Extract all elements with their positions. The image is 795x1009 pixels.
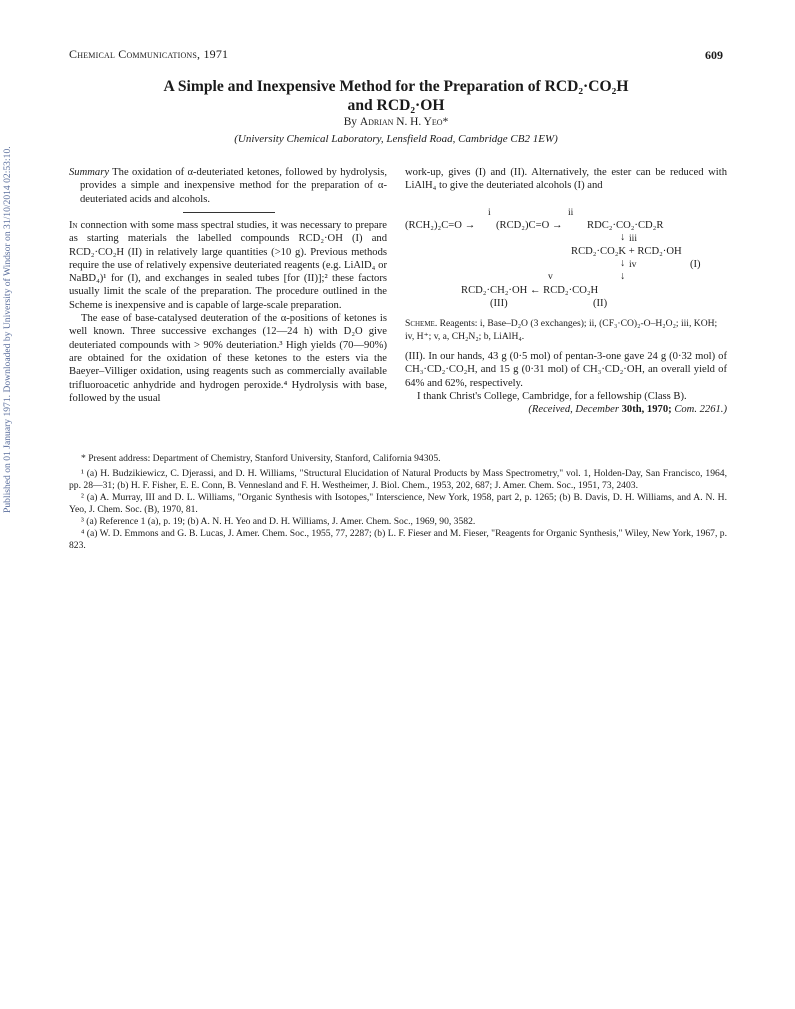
intro-lead-word: In (69, 220, 78, 231)
scheme-arrow-iii: ↓ (620, 232, 626, 243)
right-column-bottom-text (405, 350, 727, 416)
communication-number: Com. 2261.) (674, 404, 727, 416)
scheme-ester: RDC₂·CO₂·CD₂R (587, 220, 664, 231)
scheme-caption (405, 318, 727, 343)
author-name: Adrian N. H. Yeo* (359, 116, 449, 128)
scheme-label-II: (II) (593, 298, 608, 309)
scheme-final-products: RCD₂·CH₂·OH ← RCD₂·CO₂H (461, 285, 599, 296)
intro-paragraph-1 (69, 219, 387, 312)
scheme-reactant: (RCH₂)₂C=O → (405, 220, 476, 231)
summary-block (69, 166, 387, 206)
scheme-arrow-v: ↓ (620, 271, 626, 282)
scheme-intermediate: (RCD₂)C=O → (496, 220, 563, 231)
intro-paragraph-2: The ease of base-catalysed deuteration of the α-positions of ketones is well known. Three successive exchanges (12—24 h) with D₂O give deuteriated compounds with > 90% deuteriation.³ High yields (70—90%) are obtained for the oxidation of these ketones to the esters via the Baeyer–Villiger oxidation, using reagents such as commercially available trifluoroacetic anhydride and hydrogen peroxide.⁴ Hydrolysis with base, followed by the usual (69, 313, 387, 404)
title-line-1: A Simple and Inexpensive Method for the Preparation of RCD₂·CO₂H (163, 78, 629, 95)
received-date: 30th, 1970; (621, 404, 672, 416)
title-line-2: and RCD₂·OH (347, 97, 445, 114)
byline (69, 116, 723, 128)
footnote-present-address: * Present address: Department of Chemistry, Stanford University, Stanford, California 94305. (81, 453, 441, 464)
received-prefix: (Received, December (528, 404, 619, 416)
running-header-journal: Chemical Communications, 1971 (69, 47, 229, 61)
intro-text (69, 219, 387, 405)
reference-1: ¹ (a) H. Budzikiewicz, C. Djerassi, and D. H. Williams, "Structural Elucidation of Natural Products by Mass Spectrometry," vol. 1, Holden-Day, San Francisco, 1964, pp. 28—31; (b) H. F. Fisher, E. E. Conn, B. Vennesland and F. H. Westheimer, J. Biol. Chem., 1953, 202, 687; J. Amer. Chem. Soc., 1951, 73, 2403. (69, 468, 727, 491)
summary-label: Summary (69, 167, 110, 178)
scheme-step-i: i (488, 207, 491, 218)
footnotes (69, 453, 727, 552)
results-paragraph: (III). In our hands, 43 g (0·5 mol) of pentan-3-one gave 24 g (0·32 mol) of CH₃·CD₂·CO₂H, and 15 g (0·31 mol) of CH₃·CD₂·OH, an overall yield of 64% and 62%, respectively. (405, 351, 727, 389)
scheme-arrow-iv: ↓ (620, 258, 626, 269)
scheme-step-iv: iv (629, 259, 637, 270)
reference-2: ² (a) A. Murray, III and D. L. Williams, "Organic Synthesis with Isotopes," Interscience, New York, 1958, part 2, p. 1265; (b) B. Davis, D. H. Williams, and A. N. H. Yeo, J. Chem. Soc. (B), 1970, 81. (69, 492, 727, 515)
scheme-caption-label: Scheme. (405, 318, 438, 329)
reference-4: ⁴ (a) W. D. Emmons and G. B. Lucas, J. Amer. Chem. Soc., 1955, 77, 2287; (b) L. F. Fieser and M. Fieser, "Reagents for Organic Synthesis," Wiley, New York, 1967, p. 823. (69, 528, 727, 551)
summary-text: The oxidation of α-deuteriated ketones, followed by hydrolysis, provides a simple and inexpensive method for the preparation of α-deuteriated acids and alcohols. (80, 167, 387, 205)
reference-3: ³ (a) Reference 1 (a), p. 19; (b) A. N. H. Yeo and D. H. Williams, J. Amer. Chem. Soc., 1969, 90, 3582. (81, 516, 476, 527)
byline-prefix: By (343, 116, 357, 128)
scheme-caption-text: Reagents: i, Base–D₂O (3 exchanges); ii, (CF₃·CO)₂-O–H₂O₂; iii, KOH; iv, H⁺; v, a, CH₂N₂; b, LiAlH₄. (405, 318, 718, 342)
right-column-top-text: work-up, gives (I) and (II). Alternatively, the ester can be reduced with LiAlH₄ to give the deuteriated alcohols (I) and (405, 167, 727, 192)
section-divider (183, 212, 275, 213)
received-date-line (405, 403, 727, 416)
scheme-step-ii: ii (568, 207, 574, 218)
download-watermark: Published on 01 January 1971. Downloaded by University of Windsor on 31/10/2014 02:53:10. (2, 146, 13, 514)
acknowledgement: I thank Christ's College, Cambridge, for a fellowship (Class B). (417, 390, 687, 402)
scheme-step-iii: iii (629, 233, 637, 244)
affiliation: (University Chemical Laboratory, Lensfield Road, Cambridge CB2 1EW) (234, 133, 558, 145)
scheme-label-I: (I) (690, 259, 701, 270)
intro-p1-text: connection with some mass spectral studies, it was necessary to prepare as starting materials the labelled compounds RCD₂·OH (I) and RCD₂·CO₂H (II) in relatively large quantities (>10 g). Previous methods require the use of relatively expensive deuteriated reagents (e.g. LiAlD₄ or NaBD₄)¹ for (I), and exchanges in sealed tubes [for (II)];² these factors usually limit the scale of the preparation. The procedure outlined in the Scheme is inexpensive and is capable of large-scale preparation. (69, 220, 387, 311)
reaction-scheme (405, 207, 727, 327)
article-title (69, 77, 723, 115)
scheme-step-v: v (548, 271, 553, 282)
scheme-salt: RCD₂·CO₂K + RCD₂·OH (571, 246, 682, 257)
scheme-label-III: (III) (490, 298, 508, 309)
page-number: 609 (705, 48, 723, 62)
